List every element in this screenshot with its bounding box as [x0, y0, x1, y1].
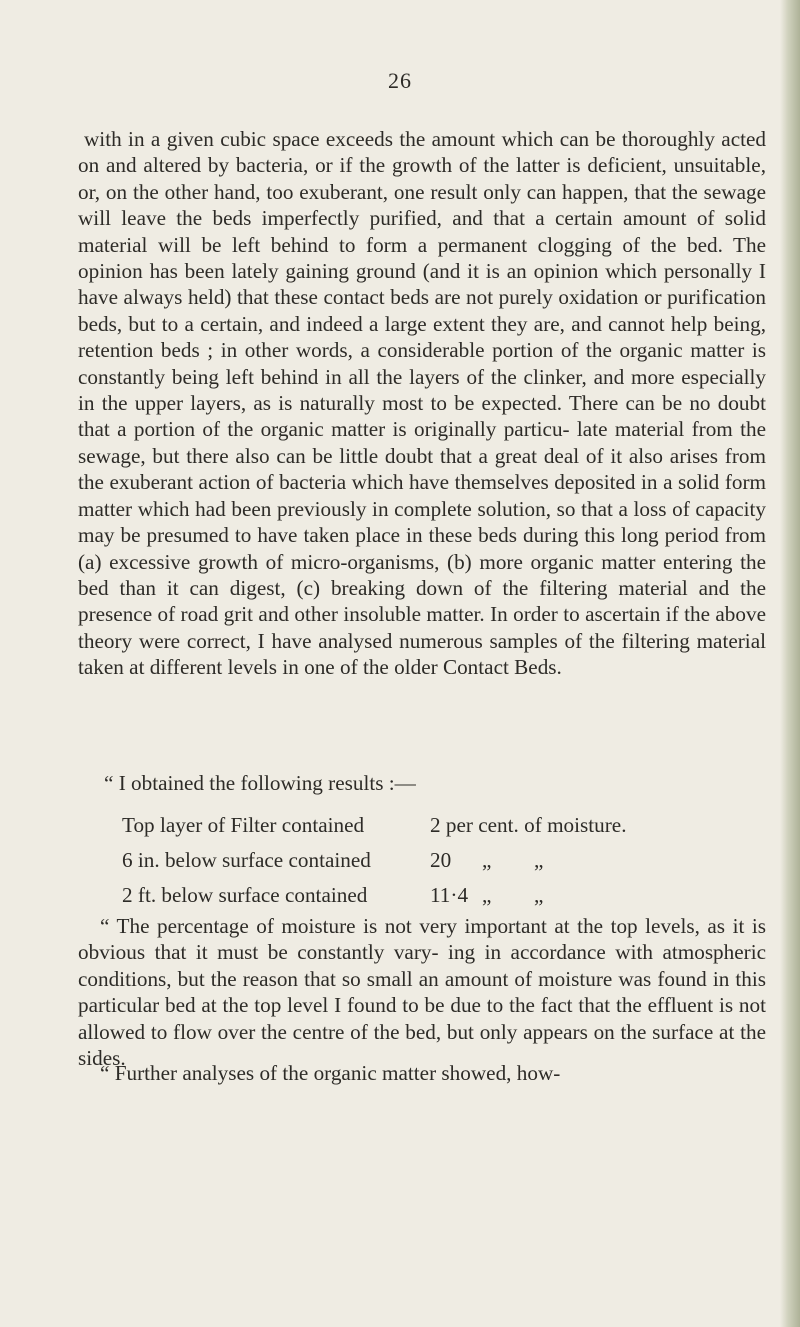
paragraph-1: with in a given cubic space exceeds the amount which can be thoroughly acted on and altered by bacteria, or if the growth of the latter is deficient, unsuitable, or, on the other hand, too exuberant, one result only can happen, that the sewage will leave the beds imperfectly purified, and that a certain amount of solid material will be left behind to form a permanent clogging of the bed. The opinion has been lately gaining ground (and it is an opinion which personally I have always held) that these contact beds are not purely oxidation or purification beds, but to a certain, and indeed a large extent they are, and cannot help being, retention beds ; in other words, a considerable portion of the organic matter is constantly being left behind in all the layers of the clinker, and more especially in the upper layers, as is naturally most to be expected. There can be no doubt that a portion of the organic matter is originally particu- late material from the sewage, but there also can be little doubt that a great deal of it also arises from the exuberant action of bacteria which have themselves deposited in a solid form matter which had been previously in complete solution, so that a loss of capacity may be presumed to have taken place in these beds during this long period from (a) excessive growth of micro-organisms, (b) more organic matter entering the bed than it can digest, (c) breaking down of the filtering material and the presence of road grit and other insoluble matter. In order to ascertain if the above theory were correct, I have analysed numerous samples of the filtering material taken at different levels in one of the older Contact Beds.: [78, 127, 766, 680]
paragraph-3: “ Further analyses of the organic matter showed, how-: [100, 1061, 561, 1085]
result-value: 11·4: [430, 883, 469, 907]
result-row: [122, 848, 782, 883]
result-position: Top layer of Filter contained: [122, 813, 365, 837]
ditto-mark: „: [482, 848, 492, 872]
ditto-mark: „: [534, 848, 544, 872]
result-position: 6 in. below surface contained: [122, 848, 371, 872]
paragraph-2: “ The percentage of moisture is not very important at the top levels, as it is obvious that it must be constantly vary- ing in accordance with atmospheric conditions, but the reason that so small an amount of moisture was found in this particular bed at the top level I found to be due to the fact that the effluent is not allowed to flow over the centre of the bed, but only appears on the surface at the sides.: [78, 914, 766, 1071]
ditto-mark: „: [482, 883, 492, 907]
results-intro: “ I obtained the following results :—: [104, 771, 416, 795]
result-row: [122, 813, 782, 848]
result-value: 2 per cent. of moisture.: [430, 813, 627, 837]
ditto-mark: „: [534, 883, 544, 907]
page-number: 26: [388, 68, 412, 93]
results-list: [122, 813, 782, 918]
page-edge-shadow: [780, 0, 800, 1327]
result-value: 20: [430, 848, 452, 872]
result-position: 2 ft. below surface contained: [122, 883, 368, 907]
